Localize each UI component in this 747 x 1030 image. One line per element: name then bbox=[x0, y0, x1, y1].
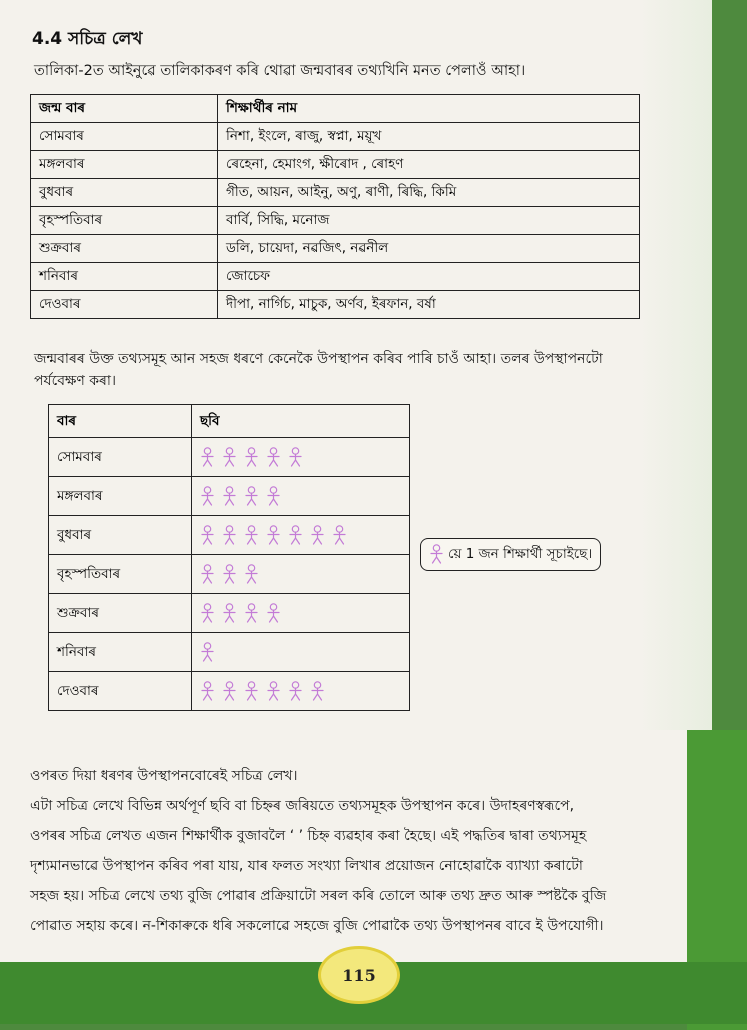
person-figure-icon bbox=[200, 525, 215, 545]
table-row bbox=[49, 594, 410, 633]
figures-cell bbox=[192, 594, 410, 633]
birthday-table bbox=[30, 94, 640, 319]
pictograph-table bbox=[48, 404, 410, 711]
person-figure-icon bbox=[222, 525, 237, 545]
table-row bbox=[31, 291, 640, 319]
figures-cell bbox=[192, 516, 410, 555]
day-cell: শনিবাৰ bbox=[31, 263, 218, 291]
table-row bbox=[49, 555, 410, 594]
day-cell: মঙ্গলবাৰ bbox=[49, 477, 192, 516]
day-cell: দেওবাৰ bbox=[49, 672, 192, 711]
table-row bbox=[49, 516, 410, 555]
person-figure-icon bbox=[200, 564, 215, 584]
table-row bbox=[31, 179, 640, 207]
person-figure-icon bbox=[429, 544, 444, 564]
person-figure-icon bbox=[222, 603, 237, 623]
day-cell: বুধবাৰ bbox=[31, 179, 218, 207]
day-cell: শুক্ৰবাৰ bbox=[49, 594, 192, 633]
page-number: 115 bbox=[318, 946, 400, 1004]
person-figure-icon bbox=[244, 447, 259, 467]
person-figure-icon bbox=[200, 642, 215, 662]
person-figure-icon bbox=[332, 525, 347, 545]
names-cell: জোচেফ bbox=[218, 263, 640, 291]
table-row bbox=[31, 263, 640, 291]
person-figure-icon bbox=[222, 564, 237, 584]
table-row bbox=[49, 672, 410, 711]
body-line: পোৱাত সহায় কৰে। ন-শিকাৰুকে ধৰি সকলোৱে সহজে বুজি পোৱাকৈ তথ্য উপস্থাপনৰ বাবে ই উপযোগী। bbox=[30, 918, 604, 934]
table-header-row bbox=[31, 95, 640, 123]
legend-box bbox=[420, 538, 601, 571]
person-figure-icon bbox=[288, 681, 303, 701]
legend-text: য়ে 1 জন শিক্ষাৰ্থী সূচাইছে। bbox=[448, 546, 593, 562]
figures-cell bbox=[192, 438, 410, 477]
person-figure-icon bbox=[222, 486, 237, 506]
day-cell: দেওবাৰ bbox=[31, 291, 218, 319]
person-figure-icon bbox=[266, 447, 281, 467]
day-cell: বুধবাৰ bbox=[49, 516, 192, 555]
person-figure-icon bbox=[244, 564, 259, 584]
names-cell: ৰেহেনা, হেমাংগ, ক্ষীৰোদ , ৰোহণ bbox=[218, 151, 640, 179]
figures-cell bbox=[192, 633, 410, 672]
day-cell: বৃহস্পতিবাৰ bbox=[31, 207, 218, 235]
person-figure-icon bbox=[310, 681, 325, 701]
person-figure-icon bbox=[200, 447, 215, 467]
body-line: এটা সচিত্ৰ লেখে বিভিন্ন অৰ্থপূৰ্ণ ছবি বা চিহ্নৰ জৰিয়তে তথ্যসমূহক উপস্থাপন কৰে। উদাহৰণস্বৰূপে, bbox=[30, 798, 575, 814]
table-row bbox=[49, 438, 410, 477]
person-figure-icon bbox=[200, 603, 215, 623]
person-figure-icon bbox=[266, 681, 281, 701]
person-figure-icon bbox=[222, 447, 237, 467]
section-heading: 4.4 সচিত্ৰ লেখ bbox=[32, 29, 143, 49]
table-header-row bbox=[49, 405, 410, 438]
person-figure-icon bbox=[222, 681, 237, 701]
names-cell: নিশা, ইংলে, ৰাজু, স্বপ্না, ময়ূখ bbox=[218, 123, 640, 151]
header-picture: ছবি bbox=[192, 405, 410, 438]
names-cell: ডলি, চায়েদা, নৱজিৎ, নৱনীল bbox=[218, 235, 640, 263]
body-line: সহজ হয়। সচিত্ৰ লেখে তথ্য বুজি পোৱাৰ প্ৰক্ৰিয়াটো সৰল কৰি তোলে আৰু তথ্য দ্ৰুত আৰু স্পষ্টকৈ বুজি bbox=[30, 888, 607, 904]
person-figure-icon bbox=[288, 447, 303, 467]
table-row bbox=[31, 207, 640, 235]
page-shadow bbox=[640, 0, 712, 730]
day-cell: মঙ্গলবাৰ bbox=[31, 151, 218, 179]
person-figure-icon bbox=[266, 525, 281, 545]
person-figure-icon bbox=[244, 486, 259, 506]
header-day: বাৰ bbox=[49, 405, 192, 438]
person-figure-icon bbox=[266, 486, 281, 506]
day-cell: শুক্ৰবাৰ bbox=[31, 235, 218, 263]
person-figure-icon bbox=[266, 603, 281, 623]
table-row bbox=[31, 123, 640, 151]
day-cell: শনিবাৰ bbox=[49, 633, 192, 672]
header-day: জন্ম বাৰ bbox=[31, 95, 218, 123]
table-row bbox=[31, 151, 640, 179]
person-figure-icon bbox=[244, 603, 259, 623]
names-cell: গীত, আয়ন, আইনু, অণু, ৰাণী, ৰিদ্ধি, কিমি bbox=[218, 179, 640, 207]
person-figure-icon bbox=[244, 525, 259, 545]
table-row bbox=[49, 633, 410, 672]
person-figure-icon bbox=[244, 681, 259, 701]
table-row bbox=[49, 477, 410, 516]
header-names: শিক্ষাৰ্থীৰ নাম bbox=[218, 95, 640, 123]
names-cell: বাৰ্বি, সিদ্ধি, মনোজ bbox=[218, 207, 640, 235]
intro-text: তালিকা-2ত আইনুৱে তালিকাকৰণ কৰি থোৱা জন্মবাৰৰ তথ্যখিনি মনত পেলাওঁ আহা। bbox=[34, 63, 526, 79]
person-figure-icon bbox=[200, 486, 215, 506]
figures-cell bbox=[192, 555, 410, 594]
body-line: দৃশ্যমানভাৱে উপস্থাপন কৰিব পৰা যায়, যাৰ ফলত সংখ্যা লিখাৰ প্ৰয়োজন নোহোৱাকৈ ব্যাখ্যা কৰাটো bbox=[30, 858, 583, 874]
table-row bbox=[31, 235, 640, 263]
figures-cell bbox=[192, 672, 410, 711]
person-figure-icon bbox=[200, 681, 215, 701]
day-cell: সোমবাৰ bbox=[49, 438, 192, 477]
transition-paragraph: জন্মবাৰৰ উক্ত তথ্যসমূহ আন সহজ ধৰণে কেনেকৈ উপস্থাপন কৰিব পাৰি চাওঁ আহা। তলৰ উপস্থাপনটো পৰ্যবেক্ষণ কৰা। bbox=[34, 351, 603, 389]
person-figure-icon bbox=[310, 525, 325, 545]
definition-text: ওপৰত দিয়া ধৰণৰ উপস্থাপনবোৰেই সচিত্ৰ লেখ। bbox=[30, 768, 298, 784]
day-cell: সোমবাৰ bbox=[31, 123, 218, 151]
person-figure-icon bbox=[429, 546, 448, 562]
figures-cell bbox=[192, 477, 410, 516]
person-figure-icon bbox=[288, 525, 303, 545]
names-cell: দীপা, নাৰ্গিচ, মাচুক, অৰ্ণব, ইৰফান, বৰ্ষা bbox=[218, 291, 640, 319]
body-line: ওপৰৰ সচিত্ৰ লেখত এজন শিক্ষাৰ্থীক বুজাবলৈ ‘ ’ চিহ্ন ব্যৱহাৰ কৰা হৈছে। এই পদ্ধতিৰ দ্বাৰা তথ্যসমূহ bbox=[30, 828, 587, 844]
day-cell: বৃহস্পতিবাৰ bbox=[49, 555, 192, 594]
